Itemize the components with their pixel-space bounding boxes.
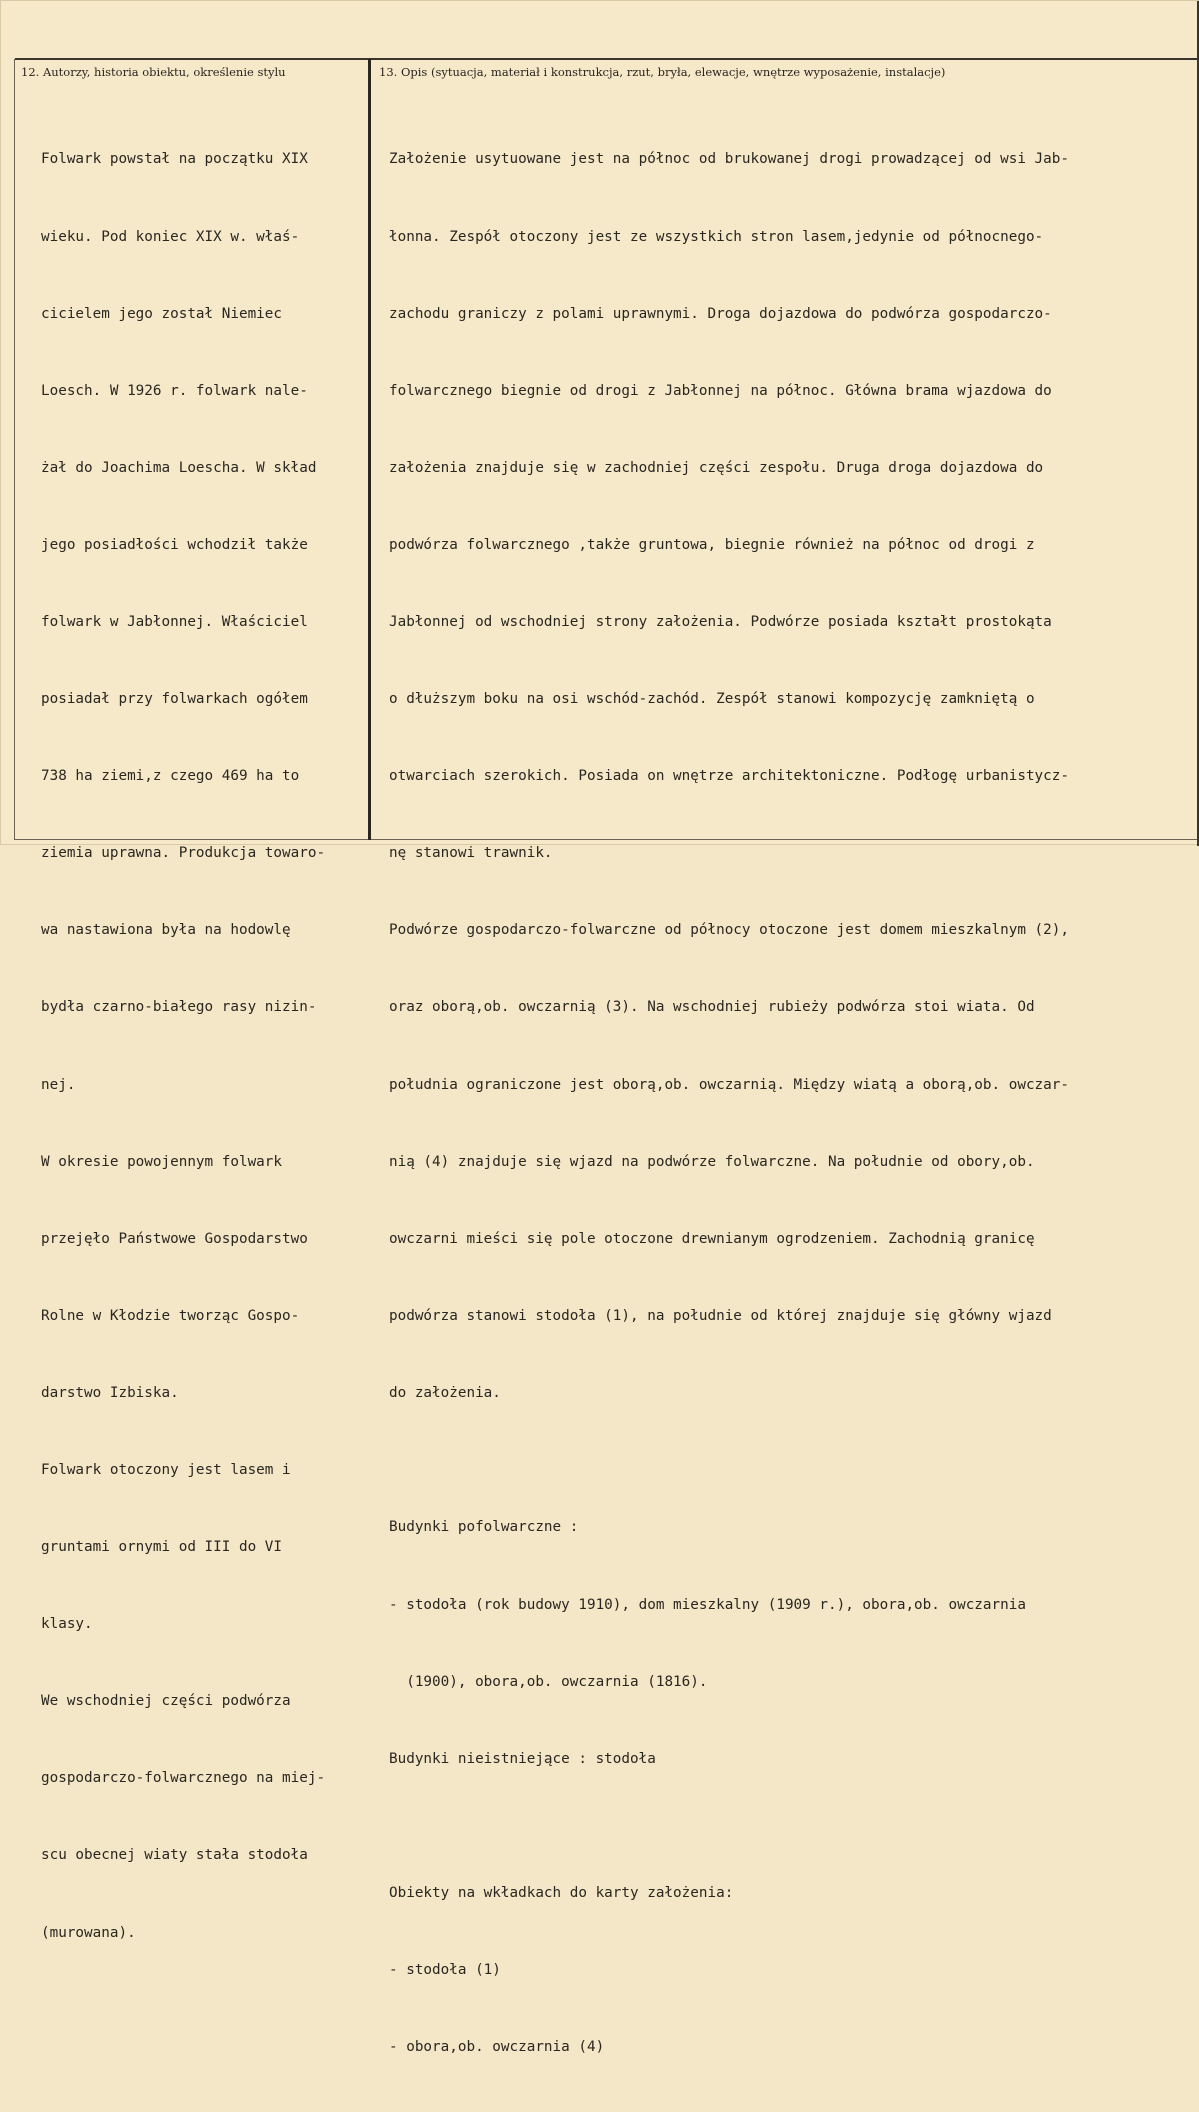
description-line: założenia znajduje się w zachodniej części zespołu. Druga droga dojazdowa do [389,459,1044,476]
history-line: darstwo Izbiska. [41,1384,179,1401]
history-line: ziemia uprawna. Produkcja towaro- [41,845,326,862]
description-line: podwórza stanowi stodoła (1), na południe od której znajduje się główny wjazd [389,1307,1052,1324]
description-line: podwórza folwarcznego ,także gruntowa, biegnie również na północ od drogi z [389,536,1035,553]
description-line: zachodu graniczy z polami uprawnymi. Droga dojazdowa do podwórza gospodarczo- [389,305,1052,322]
history-line: wieku. Pod koniec XIX w. właś- [41,228,300,245]
description-line: Założenie usytuowane jest na północ od brukowanej drogi prowadzącej od wsi Jab- [389,151,1069,168]
description-line: Jabłonnej od wschodniej strony założenia. Podwórze posiada kształt prostokąta [389,613,1052,630]
spacer [389,1458,1189,1464]
history-line: przejęło Państwowe Gospodarstwo [41,1230,308,1247]
history-column [41,96,363,1998]
description-line: o dłuższym boku na osi wschód-zachód. Zespół stanowi kompozycję zamkniętą o [389,691,1035,708]
history-line: scu obecnej wiaty stała stodoła [41,1847,308,1864]
history-line: (murowana). [41,1924,136,1941]
history-line: Rolne w Kłodzie tworząc Gospo- [41,1307,300,1324]
objects-line: - stodoła (1) [389,1962,501,1979]
history-line: posiadał przy folwarkach ogółem [41,691,308,708]
column-divider [368,59,371,840]
section-12-header: 12. Autorzy, historia obiektu, określenie stylu [21,65,286,79]
description-line: otwarciach szerokich. Posiada on wnętrze architektoniczne. Podłogę urbanistycz- [389,768,1069,785]
buildings-line: (1900), obora,ob. owczarnia (1816). [389,1673,708,1690]
top-rule [15,58,1198,60]
description-line: południa ograniczone jest oborą,ob. owczarnią. Między wiatą a oborą,ob. owczar- [389,1076,1069,1093]
section-13-header: 13. Opis (sytuacja, materiał i konstrukcja, rzut, bryła, elewacje, wnętrze wyposażenie, instalacje) [379,65,946,79]
history-line: jego posiadłości wchodził także [41,536,308,553]
buildings-heading: Budynki pofolwarczne : [389,1519,579,1536]
history-line: gruntami ornymi od III do VI [41,1539,283,1556]
description-column [389,96,1189,2112]
spacer [389,1824,1189,1830]
history-line: Loesch. W 1926 r. folwark nale- [41,382,308,399]
history-line: nej. [41,1076,76,1093]
description-line: owczarni mieści się pole otoczone drewnianym ogrodzeniem. Zachodnią granicę [389,1230,1035,1247]
left-border [14,59,15,840]
history-line: Folwark otoczony jest lasem i [41,1462,291,1478]
description-line: oraz oborą,ob. owczarnią (3). Na wschodniej rubieży podwórza stoi wiata. Od [389,999,1035,1016]
description-line: do założenia. [389,1384,501,1401]
history-line: folwark w Jabłonnej. Właściciel [41,613,308,630]
history-line: Folwark powstał na początku XIX [41,151,308,168]
description-line: nią (4) znajduje się wjazd na podwórze folwarczne. Na południe od obory,ob. [389,1153,1035,1170]
description-line: łonna. Zespół otoczony jest ze wszystkich stron lasem,jedynie od północnego- [389,228,1044,245]
description-line: Podwórze gospodarczo-folwarczne od północy otoczone jest domem mieszkalnym (2), [389,922,1069,939]
history-line: wa nastawiona była na hodowlę [41,922,291,939]
history-line: W okresie powojennym folwark [41,1153,283,1170]
history-line: klasy. [41,1616,93,1633]
nonexistent-buildings: Budynki nieistniejące : stodoła [389,1750,656,1767]
description-line: folwarcznego biegnie od drogi z Jabłonnej na północ. Główna brama wjazdowa do [389,382,1052,399]
history-line: cicielem jego został Niemiec [41,305,283,322]
history-line: bydła czarno-białego rasy nizin- [41,999,317,1016]
objects-line: - obora,ob. owczarnia (4) [389,2039,605,2056]
history-line: 738 ha ziemi,z czego 469 ha to [41,768,300,785]
objects-heading: Obiekty na wkładkach do karty założenia: [389,1885,734,1902]
buildings-line: - stodoła (rok budowy 1910), dom mieszkalny (1909 r.), obora,ob. owczarnia [389,1596,1026,1613]
history-line: gospodarczo-folwarcznego na miej- [41,1770,326,1787]
description-line: nę stanowi trawnik. [389,845,553,862]
history-line: We wschodniej części podwórza [41,1693,291,1710]
history-line: żał do Joachima Loescha. W skład [41,459,317,476]
